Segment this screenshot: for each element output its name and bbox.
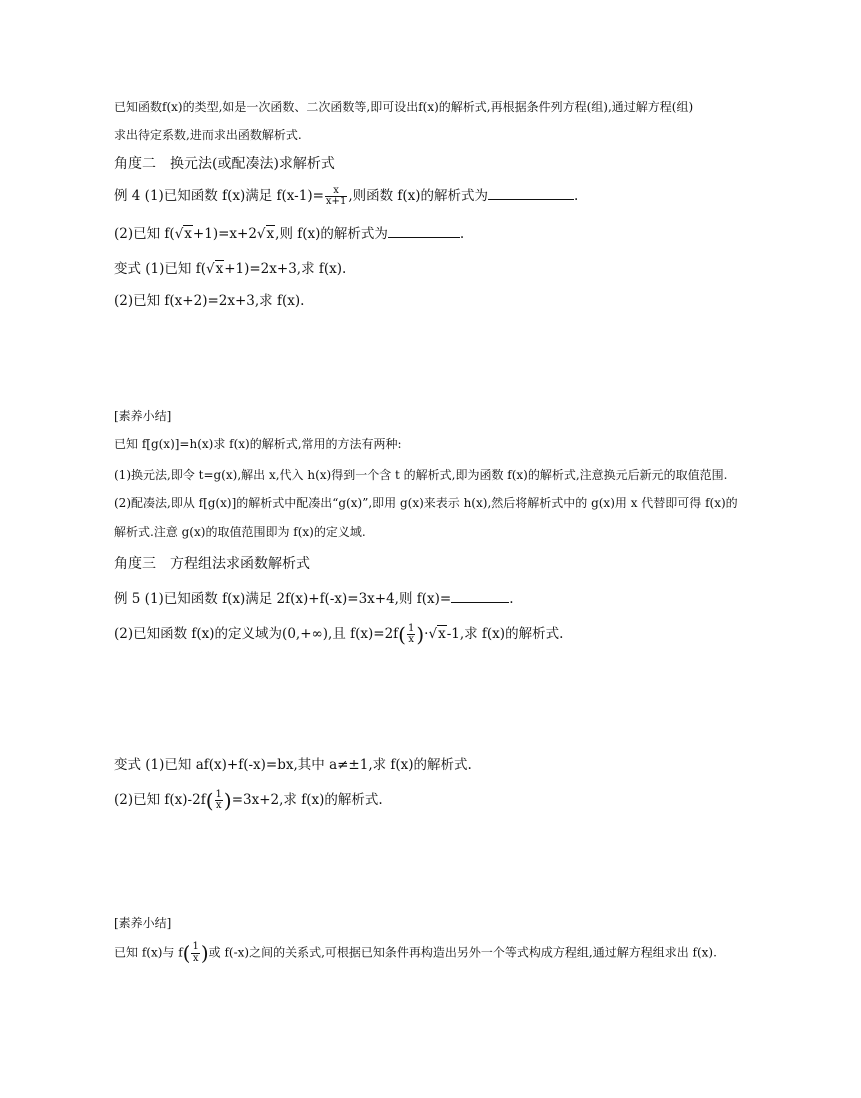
section-title-angle2: 角度二 换元法(或配凑法)求解析式 [114, 156, 335, 172]
section-title-angle3: 角度三 方程组法求函数解析式 [114, 556, 310, 572]
variant-4: (2)已知 f(x)-2f( $\frac{1}{x}$ )=3x+2,求 f(x)的解析式. [114, 788, 383, 813]
summary-line: 已知 f[g(x)]=h(x)求 f(x)的解析式,常用的方法有两种: [114, 437, 402, 451]
fraction: $\frac{x}{x+1}$ [325, 184, 347, 207]
fraction: $\frac{1}{x}$ [407, 622, 415, 645]
summary-line: 已知 f(x)与 f( $\frac{1}{x}$ )或 f(-x)之间的关系式,可根据已知条件再构造出另外一个等式构成方程组,通过解方程组求出 f(x). [114, 941, 717, 965]
sqrt-symbol: √x [174, 226, 192, 242]
example-4-part-1: 例 4 (1)已知函数 f(x)满足 f(x-1)= $\frac{x}{x+1}$ ,则函数 f(x)的解析式为 . [114, 184, 579, 207]
answer-blank[interactable] [451, 590, 509, 603]
variant-2: (2)已知 f(x+2)=2x+3,求 f(x). [114, 293, 305, 309]
variant-3: 变式 (1)已知 af(x)+f(-x)=bx,其中 a≠±1,求 f(x)的解析式. [114, 757, 472, 773]
example-4-part-2: (2)已知 f(√x+1)=x+2√x,则 f(x)的解析式为 . [114, 226, 465, 242]
fraction: $\frac{1}{x}$ [215, 788, 222, 811]
answer-blank[interactable] [388, 225, 460, 238]
summary-line: (2)配凑法,即从 f[g(x)]的解析式中配凑出“g(x)”,即用 g(x)来表示 h(x),然后将解析式中的 g(x)用 x 代替即可得 f(x)的 [114, 496, 738, 510]
summary-tag: [素养小结] [114, 409, 172, 423]
sqrt-symbol: √x [428, 626, 446, 642]
variant-1: 变式 (1)已知 f(√x+1)=2x+3,求 f(x). [114, 261, 347, 277]
summary-line: 解析式.注意 g(x)的取值范围即为 f(x)的定义域. [114, 525, 366, 539]
sqrt-symbol: √x [205, 261, 224, 277]
summary-tag: [素养小结] [114, 916, 172, 930]
example-5-part-2: (2)已知函数 f(x)的定义域为(0,+∞),且 f(x)=2f( $\frac{1}{x}$ )·√x-1,求 f(x)的解析式. [114, 622, 564, 647]
summary-line: (1)换元法,即令 t=g(x),解出 x,代入 h(x)得到一个含 t 的解析式,即为函数 f(x)的解析式,注意换元后新元的取值范围. [114, 468, 728, 482]
fraction: $\frac{1}{x}$ [192, 941, 199, 964]
sqrt-symbol: √x [256, 226, 275, 242]
intro-line-2: 求出待定系数,进而求出函数解析式. [114, 128, 302, 142]
answer-blank[interactable] [488, 187, 574, 200]
example-5-part-1: 例 5 (1)已知函数 f(x)满足 2f(x)+f(-x)=3x+4,则 f(x)= . [114, 591, 514, 607]
intro-line-1: 已知函数f(x)的类型,如是一次函数、二次函数等,即可设出f(x)的解析式,再根据条件列方程(组),通过解方程(组) [114, 100, 694, 114]
